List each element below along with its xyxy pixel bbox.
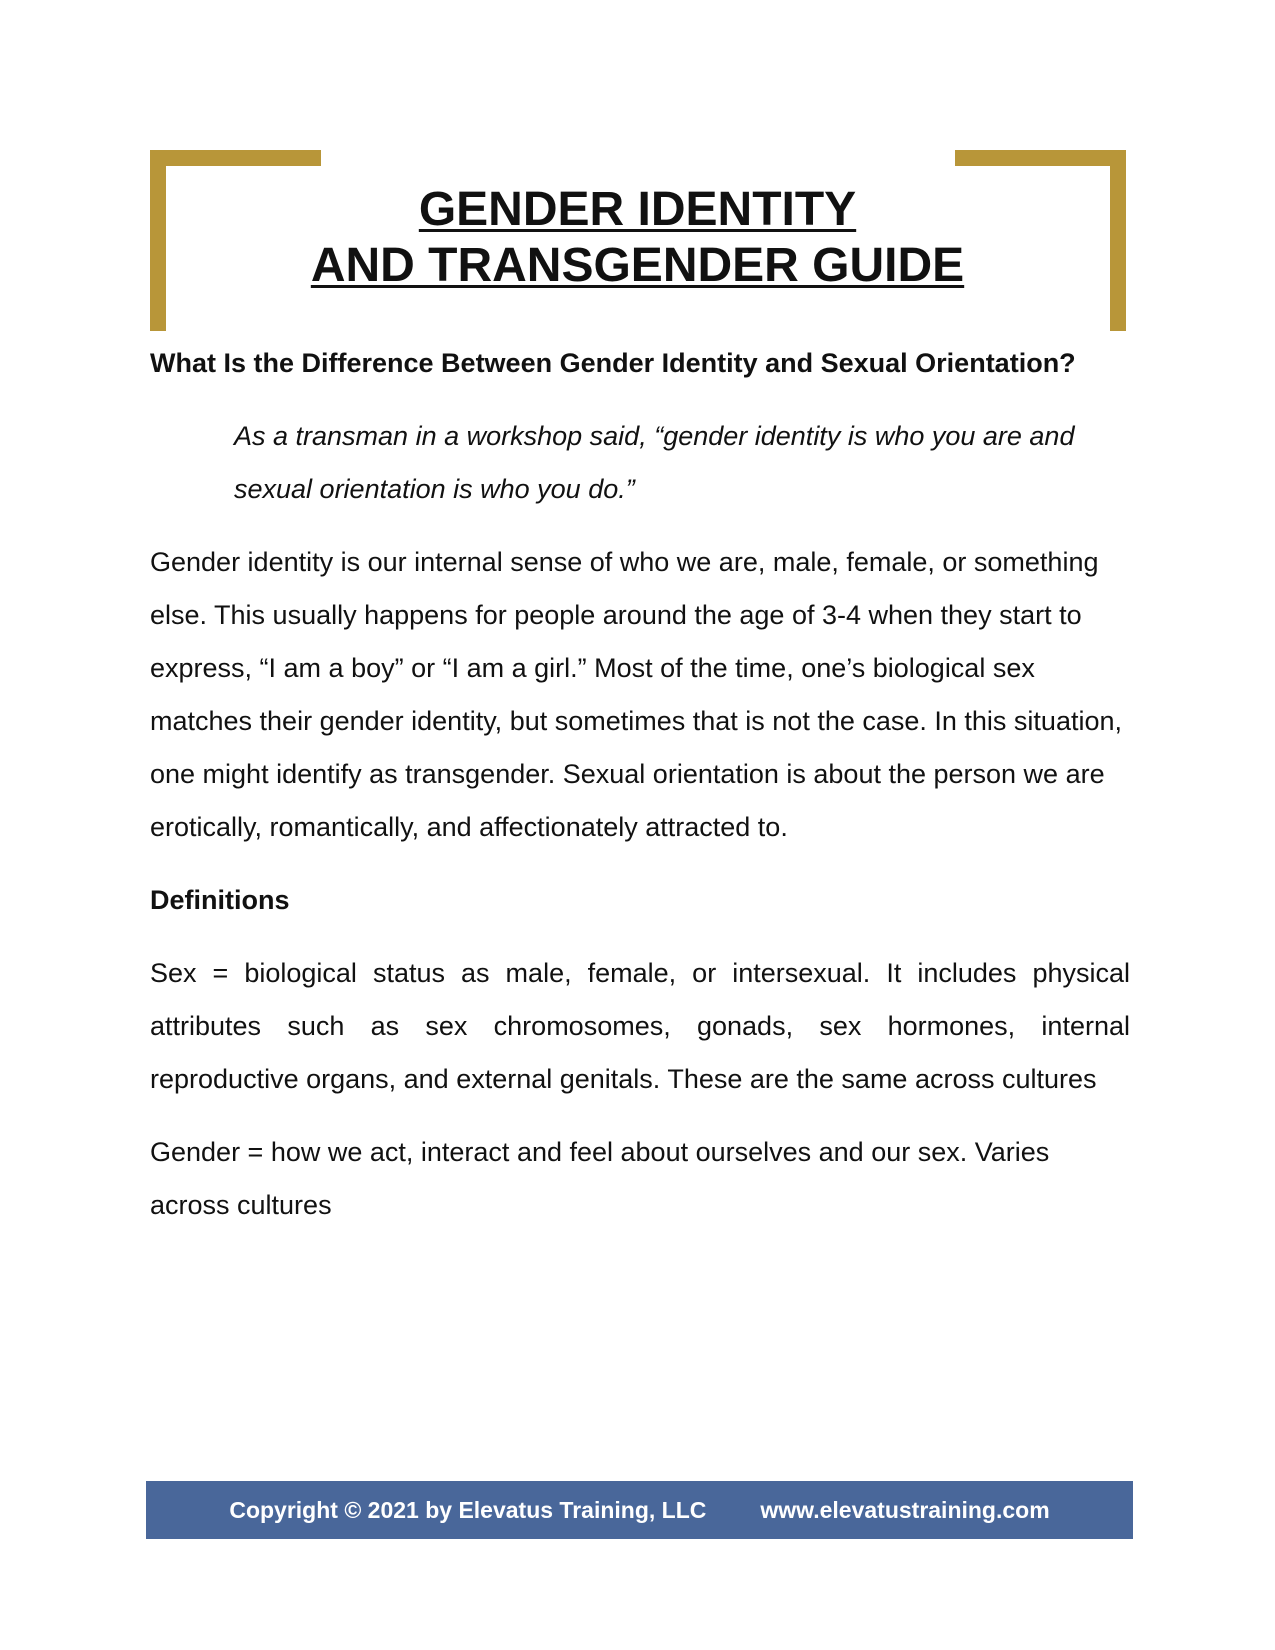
definitions-heading: Definitions	[150, 885, 290, 915]
definition-gender: Gender = how we act, interact and feel about ourselves and our sex. Varies across cultures	[150, 1137, 1050, 1220]
section-heading-difference: What Is the Difference Between Gender Identity and Sexual Orientation?	[150, 348, 1076, 378]
workshop-quote: As a transman in a workshop said, “gender identity is who you are and sexual orientation is who you do.”	[234, 421, 1075, 504]
document-body	[150, 337, 1130, 1232]
gender-identity-paragraph: Gender identity is our internal sense of who we are, male, female, or something else. This usually happens for people around the age of 3-4 when they start to express, “I am a boy” or “I am a girl.” Most of the time, one’s biological sex matches their gender identity, but sometimes that is not the case. In this situation, one might identify as transgender. Sexual orientation is about the person we are erotically, romantically, and affectionately attracted to.	[150, 547, 1122, 842]
document-title	[150, 182, 1125, 294]
footer-website: www.elevatustraining.com	[760, 1496, 1050, 1523]
title-line-2: AND TRANSGENDER GUIDE	[310, 239, 965, 292]
title-line-1: GENDER IDENTITY	[418, 183, 857, 236]
definition-sex: Sex = biological status as male, female, or intersexual. It includes physical attributes such as sex chromosomes, gonads, sex hormones, internal reproductive organs, and external genitals. These are the same across cultures	[150, 958, 1130, 1094]
footer-bar	[146, 1481, 1133, 1539]
footer-copyright: Copyright © 2021 by Elevatus Training, LLC	[229, 1496, 707, 1523]
